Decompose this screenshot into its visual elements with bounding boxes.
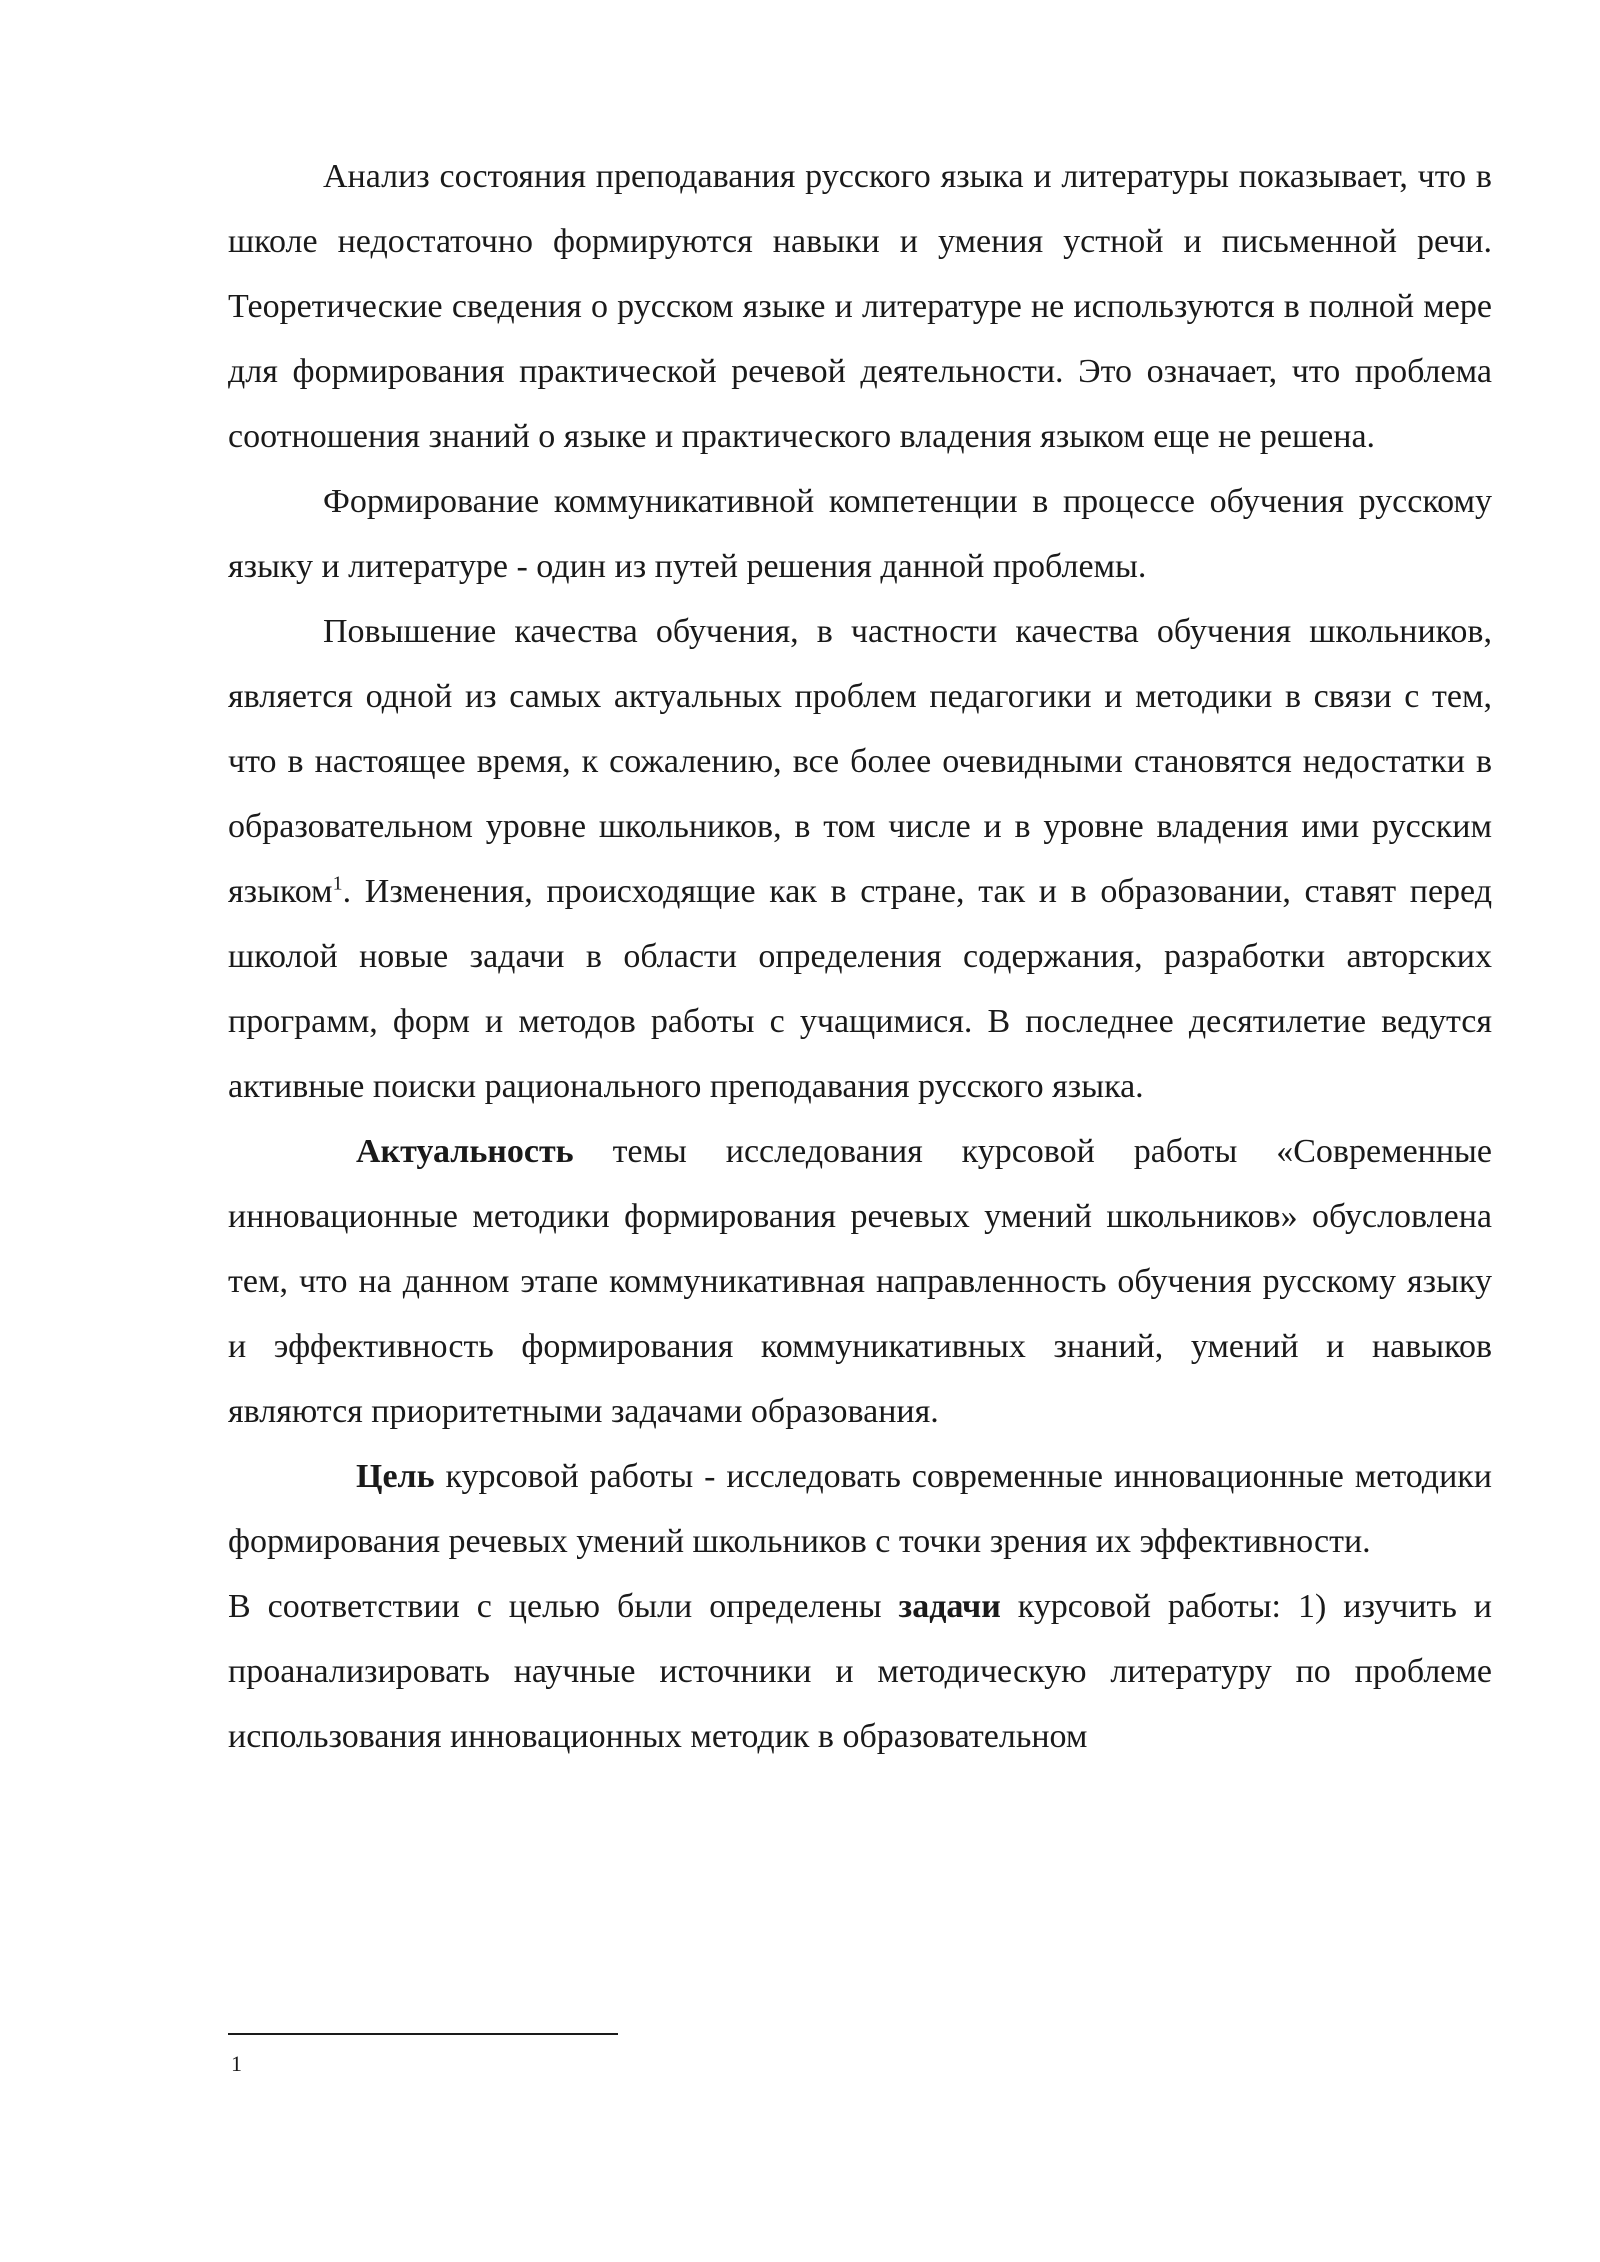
paragraph-text: курсовой работы - исследовать современные инновационные методики формирования речевых умений школьников с точки зрения их эффективности. <box>228 1458 1492 1560</box>
footnote-separator <box>228 2033 618 2035</box>
paragraph-relevance <box>228 1119 1492 1444</box>
relevance-heading: Актуальность <box>356 1133 574 1170</box>
tasks-heading: задачи <box>898 1588 1001 1625</box>
paragraph-text: Анализ состояния преподавания русского языка и литературы показывает, что в школе недостаточно формируются навыки и умения устной и письменной речи. Теоретические сведения о русском языке и литературе не используются в полной мере для формирования практической речевой деятельности. Это означает, что проблема соотношения знаний о языке и практического владения языком еще не решена. <box>228 158 1492 455</box>
paragraph-teaching-analysis <box>228 144 1492 469</box>
paragraph-text: . Изменения, происходящие как в стране, так и в образовании, ставят перед школой новые задачи в области определения содержания, разработки авторских программ, форм и методов работы с учащимися. В последнее десятилетие ведутся активные поиски рационального преподавания русского языка. <box>228 873 1492 1105</box>
document-body <box>228 144 1492 1769</box>
paragraph-quality-of-education <box>228 599 1492 1119</box>
paragraph-text: темы исследования курсовой работы «Современные инновационные методики формирования речевых умений школьников» обусловлена тем, что на данном этапе коммуникативная направленность обучения русскому языку и эффективность формирования коммуникативных знаний, умений и навыков являются приоритетными задачами образования. <box>228 1133 1492 1430</box>
paragraph-text: курсовой работы: 1) изучить и проанализировать научные источники и методическую литературу по проблеме использования инновационных методик в образовательном <box>228 1588 1492 1755</box>
footnote-reference[interactable]: 1 <box>332 872 343 895</box>
goal-heading: Цель <box>356 1458 435 1495</box>
paragraph-text: Повышение качества обучения, в частности качества обучения школьников, является одной из самых актуальных проблем педагогики и методики в связи с тем, что в настоящее время, к сожалению, все более очевидными становятся недостатки в образовательном уровне школьников, в том числе и в уровне владения ими русским языком <box>228 613 1492 910</box>
footnote-number: 1 <box>231 2051 242 2076</box>
paragraph-goal <box>228 1444 1492 1574</box>
paragraph-tasks <box>228 1574 1492 1769</box>
paragraph-text: В соответствии с целью были определены <box>228 1588 899 1625</box>
paragraph-text: Формирование коммуникативной компетенции в процессе обучения русскому языку и литературе - один из путей решения данной проблемы. <box>228 483 1492 585</box>
paragraph-communicative-competence <box>228 469 1492 599</box>
